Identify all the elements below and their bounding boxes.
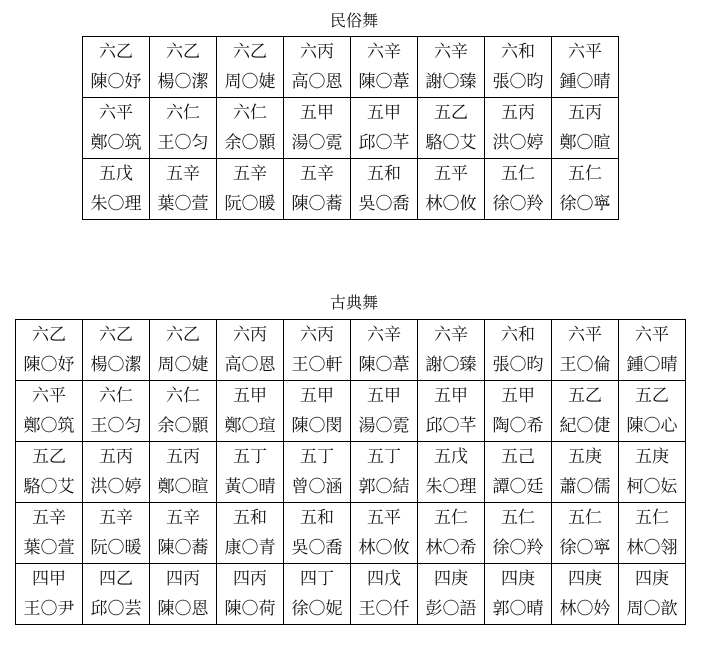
- student-name: 吳〇喬: [291, 538, 343, 558]
- class-label: 五丙: [501, 103, 535, 123]
- student-cell: [351, 320, 418, 381]
- class-label: 五乙: [434, 103, 468, 123]
- student-cell: [284, 442, 351, 503]
- student-cell: [552, 564, 619, 625]
- class-label: 五仁: [501, 164, 535, 184]
- student-name: 邱〇芊: [358, 133, 410, 153]
- student-name: 高〇恩: [291, 72, 343, 92]
- student-name: 陳〇恩: [157, 599, 209, 619]
- class-label: 六乙: [99, 42, 133, 62]
- student-cell: [150, 503, 217, 564]
- student-cell: [351, 37, 418, 98]
- student-cell: [217, 159, 284, 220]
- class-label: 六辛: [367, 42, 401, 62]
- student-cell: [351, 503, 418, 564]
- class-label: 五丙: [568, 103, 602, 123]
- student-name: 王〇軒: [291, 355, 343, 375]
- student-name: 朱〇理: [425, 477, 477, 497]
- student-name: 陳〇葦: [358, 355, 410, 375]
- class-label: 五甲: [501, 386, 535, 406]
- student-cell: [284, 564, 351, 625]
- student-cell: [418, 159, 485, 220]
- student-cell: [217, 98, 284, 159]
- student-name: 蕭〇儒: [559, 477, 611, 497]
- class-label: 五甲: [367, 386, 401, 406]
- student-name: 柯〇妘: [626, 477, 678, 497]
- student-name: 林〇妗: [559, 599, 611, 619]
- student-name: 譚〇廷: [492, 477, 544, 497]
- table-row: [16, 442, 686, 503]
- student-cell: [485, 503, 552, 564]
- student-name: 王〇仟: [358, 599, 410, 619]
- student-cell: [16, 442, 83, 503]
- student-name: 余〇顥: [224, 133, 276, 153]
- table-row: [83, 37, 619, 98]
- class-label: 六辛: [434, 325, 468, 345]
- classical-dance-table: [15, 319, 686, 625]
- class-label: 五和: [300, 508, 334, 528]
- student-cell: [552, 320, 619, 381]
- class-label: 六丙: [300, 325, 334, 345]
- class-label: 五仁: [568, 164, 602, 184]
- student-cell: [217, 503, 284, 564]
- table-row: [16, 503, 686, 564]
- student-name: 徐〇寧: [559, 538, 611, 558]
- class-label: 六平: [568, 325, 602, 345]
- class-label: 六乙: [166, 325, 200, 345]
- student-name: 邱〇芸: [90, 599, 142, 619]
- class-label: 六平: [635, 325, 669, 345]
- student-cell: [217, 442, 284, 503]
- student-name: 謝〇臻: [425, 72, 477, 92]
- student-cell: [552, 442, 619, 503]
- student-cell: [284, 159, 351, 220]
- student-name: 林〇攸: [425, 194, 477, 214]
- student-cell: [150, 320, 217, 381]
- student-cell: [418, 320, 485, 381]
- class-label: 五甲: [300, 103, 334, 123]
- student-cell: [83, 442, 150, 503]
- student-name: 張〇昀: [492, 72, 544, 92]
- student-cell: [284, 503, 351, 564]
- class-label: 五辛: [166, 508, 200, 528]
- student-cell: [150, 159, 217, 220]
- student-name: 洪〇婷: [492, 133, 544, 153]
- student-name: 阮〇暖: [224, 194, 276, 214]
- class-label: 五和: [233, 508, 267, 528]
- student-cell: [418, 37, 485, 98]
- class-label: 四庚: [568, 569, 602, 589]
- classical-dance-title: 古典舞: [329, 293, 378, 312]
- student-name: 徐〇羚: [492, 194, 544, 214]
- class-label: 五辛: [300, 164, 334, 184]
- student-cell: [351, 564, 418, 625]
- student-name: 王〇匀: [157, 133, 209, 153]
- student-name: 陶〇希: [492, 416, 544, 436]
- student-cell: [619, 442, 686, 503]
- class-label: 四庚: [635, 569, 669, 589]
- student-cell: [418, 381, 485, 442]
- student-cell: [485, 159, 552, 220]
- student-name: 余〇顥: [157, 416, 209, 436]
- class-label: 五庚: [568, 447, 602, 467]
- student-cell: [552, 381, 619, 442]
- student-cell: [16, 503, 83, 564]
- student-cell: [552, 37, 619, 98]
- student-name: 鍾〇晴: [626, 355, 678, 375]
- student-name: 徐〇寧: [559, 194, 611, 214]
- class-label: 四丙: [166, 569, 200, 589]
- class-label: 五己: [501, 447, 535, 467]
- class-label: 五丙: [166, 447, 200, 467]
- student-cell: [284, 320, 351, 381]
- student-name: 彭〇語: [425, 599, 477, 619]
- student-cell: [83, 159, 150, 220]
- student-cell: [150, 37, 217, 98]
- student-cell: [83, 37, 150, 98]
- student-cell: [150, 98, 217, 159]
- student-name: 葉〇萱: [23, 538, 75, 558]
- table-row: [83, 98, 619, 159]
- student-name: 曾〇涵: [291, 477, 343, 497]
- student-name: 鄭〇筑: [23, 416, 75, 436]
- student-name: 王〇尹: [23, 599, 75, 619]
- class-label: 五甲: [367, 103, 401, 123]
- class-label: 四戊: [367, 569, 401, 589]
- class-label: 五辛: [233, 164, 267, 184]
- student-name: 陳〇妤: [90, 72, 142, 92]
- class-label: 五辛: [166, 164, 200, 184]
- student-cell: [552, 98, 619, 159]
- student-name: 陳〇蕎: [291, 194, 343, 214]
- class-label: 四丙: [233, 569, 267, 589]
- student-cell: [217, 564, 284, 625]
- class-label: 六乙: [32, 325, 66, 345]
- student-name: 葉〇萱: [157, 194, 209, 214]
- student-cell: [619, 320, 686, 381]
- table-row: [83, 159, 619, 220]
- student-name: 徐〇妮: [291, 599, 343, 619]
- student-cell: [418, 564, 485, 625]
- student-name: 駱〇艾: [23, 477, 75, 497]
- class-label: 五戊: [434, 447, 468, 467]
- student-cell: [217, 37, 284, 98]
- class-label: 五乙: [568, 386, 602, 406]
- student-name: 周〇歆: [626, 599, 678, 619]
- student-name: 徐〇羚: [492, 538, 544, 558]
- student-name: 郭〇結: [358, 477, 410, 497]
- student-name: 郭〇晴: [492, 599, 544, 619]
- folk-dance-title: 民俗舞: [329, 11, 378, 30]
- student-name: 洪〇婷: [90, 477, 142, 497]
- class-label: 六乙: [233, 42, 267, 62]
- student-name: 張〇昀: [492, 355, 544, 375]
- table-row: [16, 564, 686, 625]
- student-cell: [485, 37, 552, 98]
- student-cell: [351, 442, 418, 503]
- student-name: 鄭〇暄: [559, 133, 611, 153]
- class-label: 六平: [568, 42, 602, 62]
- class-label: 六和: [501, 325, 535, 345]
- class-label: 四庚: [434, 569, 468, 589]
- student-name: 鄭〇暄: [157, 477, 209, 497]
- class-label: 六和: [501, 42, 535, 62]
- class-label: 四庚: [501, 569, 535, 589]
- class-label: 六平: [32, 386, 66, 406]
- student-cell: [83, 98, 150, 159]
- student-name: 康〇青: [224, 538, 276, 558]
- class-label: 五丁: [367, 447, 401, 467]
- class-label: 四丁: [300, 569, 334, 589]
- class-label: 六乙: [99, 325, 133, 345]
- class-label: 五仁: [501, 508, 535, 528]
- student-cell: [217, 381, 284, 442]
- class-label: 六辛: [434, 42, 468, 62]
- student-name: 王〇匀: [90, 416, 142, 436]
- class-label: 五仁: [568, 508, 602, 528]
- class-label: 四甲: [32, 569, 66, 589]
- student-cell: [83, 320, 150, 381]
- class-label: 四乙: [99, 569, 133, 589]
- student-cell: [351, 98, 418, 159]
- student-cell: [485, 381, 552, 442]
- class-label: 六仁: [233, 103, 267, 123]
- class-label: 五平: [367, 508, 401, 528]
- student-name: 高〇恩: [224, 355, 276, 375]
- student-name: 紀〇倢: [559, 416, 611, 436]
- student-name: 駱〇艾: [425, 133, 477, 153]
- class-label: 六辛: [367, 325, 401, 345]
- class-label: 五辛: [32, 508, 66, 528]
- student-cell: [552, 503, 619, 564]
- folk-dance-table: [82, 36, 619, 220]
- student-cell: [485, 442, 552, 503]
- student-name: 陳〇心: [626, 416, 678, 436]
- class-label: 六平: [99, 103, 133, 123]
- student-name: 朱〇理: [90, 194, 142, 214]
- student-cell: [150, 442, 217, 503]
- student-cell: [150, 564, 217, 625]
- class-label: 五乙: [635, 386, 669, 406]
- class-label: 五庚: [635, 447, 669, 467]
- student-cell: [284, 381, 351, 442]
- class-label: 五辛: [99, 508, 133, 528]
- student-cell: [83, 381, 150, 442]
- student-name: 王〇倫: [559, 355, 611, 375]
- student-cell: [150, 381, 217, 442]
- student-name: 湯〇霓: [358, 416, 410, 436]
- student-cell: [485, 98, 552, 159]
- student-cell: [351, 159, 418, 220]
- class-label: 五和: [367, 164, 401, 184]
- student-name: 阮〇暖: [90, 538, 142, 558]
- class-label: 五乙: [32, 447, 66, 467]
- student-cell: [83, 503, 150, 564]
- student-name: 陳〇妤: [23, 355, 75, 375]
- student-cell: [485, 320, 552, 381]
- student-cell: [619, 564, 686, 625]
- class-label: 六丙: [233, 325, 267, 345]
- student-name: 吳〇喬: [358, 194, 410, 214]
- student-cell: [552, 159, 619, 220]
- student-cell: [351, 381, 418, 442]
- student-name: 周〇婕: [224, 72, 276, 92]
- student-cell: [16, 564, 83, 625]
- class-label: 五丙: [99, 447, 133, 467]
- student-name: 黃〇晴: [224, 477, 276, 497]
- student-cell: [284, 98, 351, 159]
- class-label: 六丙: [300, 42, 334, 62]
- student-cell: [16, 381, 83, 442]
- student-cell: [284, 37, 351, 98]
- student-name: 鍾〇晴: [559, 72, 611, 92]
- student-cell: [619, 381, 686, 442]
- student-name: 楊〇潔: [90, 355, 142, 375]
- student-name: 林〇翎: [626, 538, 678, 558]
- student-cell: [485, 564, 552, 625]
- student-name: 湯〇霓: [291, 133, 343, 153]
- table-row: [16, 320, 686, 381]
- student-cell: [619, 503, 686, 564]
- student-cell: [418, 503, 485, 564]
- class-label: 六仁: [166, 386, 200, 406]
- student-name: 鄭〇瑄: [224, 416, 276, 436]
- student-name: 陳〇蕎: [157, 538, 209, 558]
- student-name: 謝〇臻: [425, 355, 477, 375]
- student-cell: [418, 98, 485, 159]
- class-label: 六仁: [166, 103, 200, 123]
- student-cell: [83, 564, 150, 625]
- class-label: 五仁: [434, 508, 468, 528]
- table-row: [16, 381, 686, 442]
- student-name: 楊〇潔: [157, 72, 209, 92]
- class-label: 五平: [434, 164, 468, 184]
- student-cell: [16, 320, 83, 381]
- class-label: 五丁: [233, 447, 267, 467]
- student-name: 邱〇芊: [425, 416, 477, 436]
- student-name: 鄭〇筑: [90, 133, 142, 153]
- class-label: 六乙: [166, 42, 200, 62]
- student-name: 陳〇閔: [291, 416, 343, 436]
- student-cell: [217, 320, 284, 381]
- class-label: 五戊: [99, 164, 133, 184]
- student-cell: [418, 442, 485, 503]
- student-name: 林〇希: [425, 538, 477, 558]
- class-label: 五甲: [300, 386, 334, 406]
- student-name: 陳〇荷: [224, 599, 276, 619]
- student-name: 陳〇葦: [358, 72, 410, 92]
- student-name: 周〇婕: [157, 355, 209, 375]
- class-label: 五甲: [434, 386, 468, 406]
- class-label: 五仁: [635, 508, 669, 528]
- class-label: 六仁: [99, 386, 133, 406]
- class-label: 五甲: [233, 386, 267, 406]
- student-name: 林〇攸: [358, 538, 410, 558]
- class-label: 五丁: [300, 447, 334, 467]
